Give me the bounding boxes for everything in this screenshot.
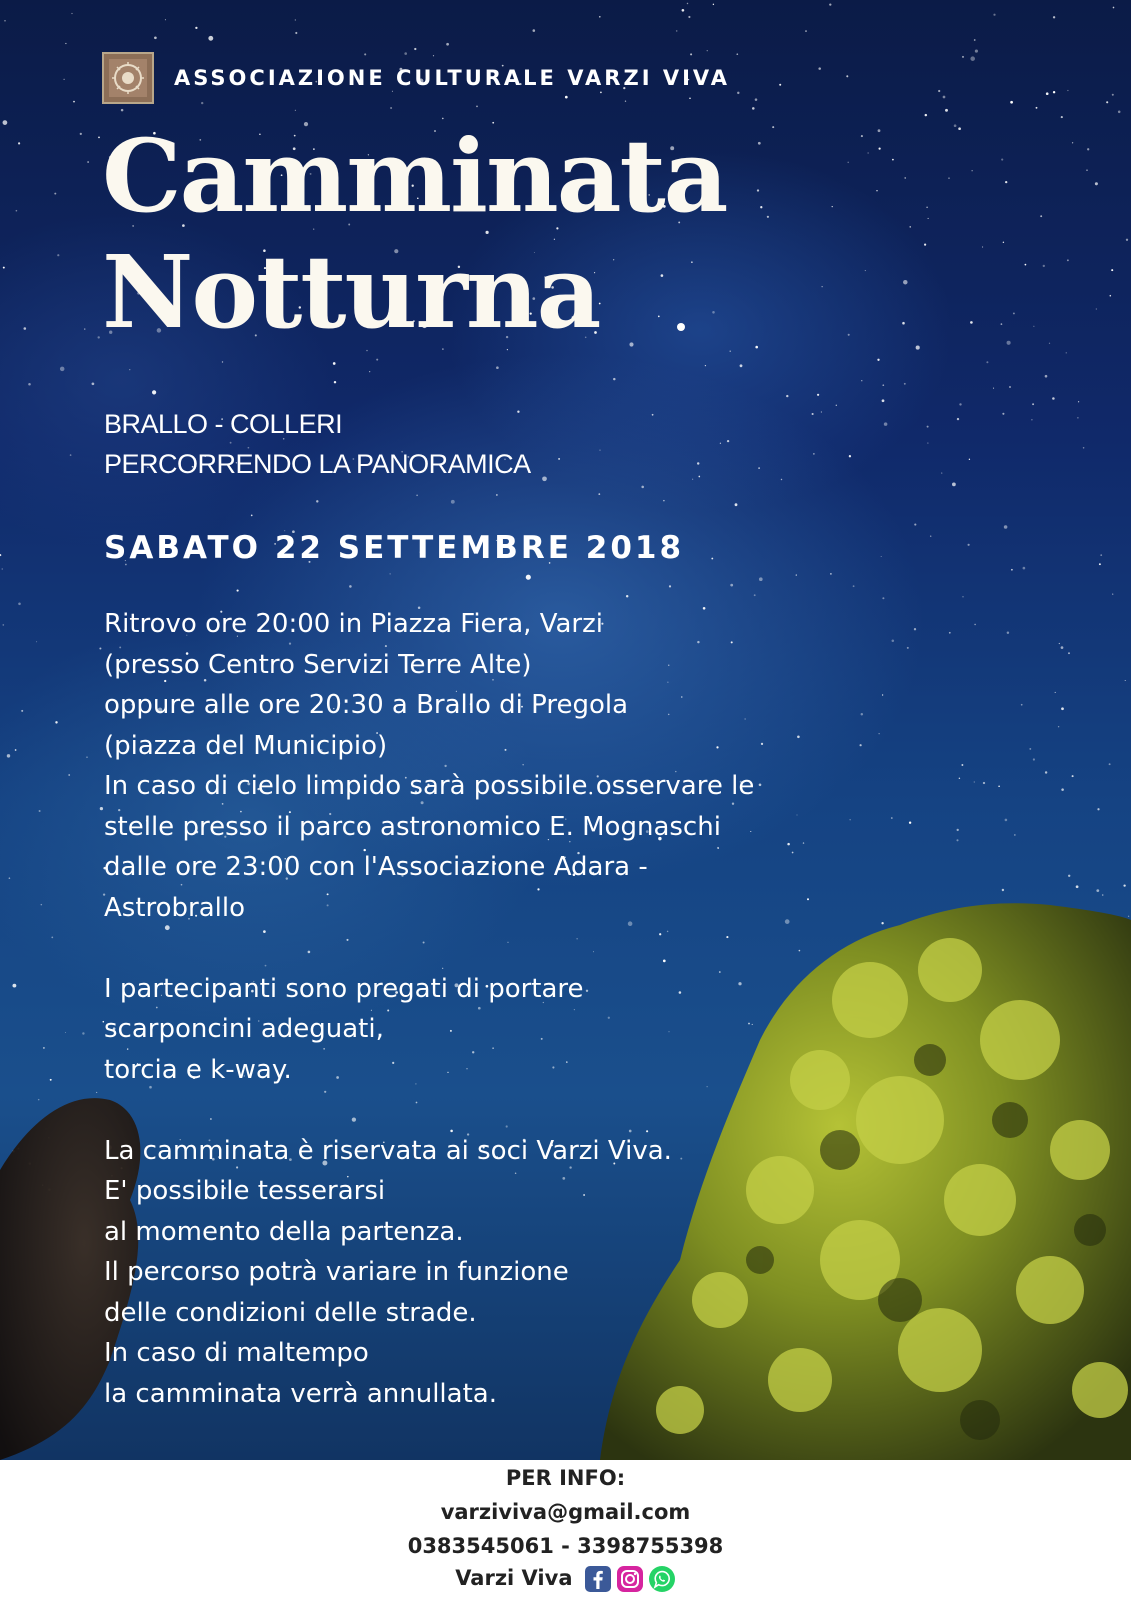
instagram-icon[interactable] xyxy=(616,1565,644,1593)
social-row xyxy=(0,1565,1131,1593)
notes-line: Il percorso potrà variare in funzione xyxy=(104,1257,569,1287)
association-logo xyxy=(102,52,154,104)
facebook-icon[interactable] xyxy=(584,1565,612,1593)
contact-footer xyxy=(0,1460,1131,1600)
notes-line: la camminata verrà annullata. xyxy=(104,1378,497,1409)
contact-email[interactable]: varziviva@gmail.com xyxy=(440,1500,691,1524)
title-line-2: Notturna xyxy=(102,233,600,351)
equipment-line: scarponcini adeguati, xyxy=(104,1014,384,1044)
notes-line: delle condizioni delle strade. xyxy=(104,1297,477,1328)
paragraph-gap xyxy=(104,1090,754,1131)
meeting-line: In caso di cielo limpido sarà possibile osservare le xyxy=(104,771,755,801)
event-date: SABATO 22 SETTEMBRE 2018 xyxy=(104,530,685,566)
meeting-line: Ritrovo ore 20:00 in Piazza Fiera, Varzi xyxy=(104,609,603,639)
contact-phones: 0383545061 - 3398755398 xyxy=(407,1534,724,1558)
title-line-1: Camminata xyxy=(102,117,727,235)
event-title xyxy=(102,118,726,350)
notes-line: E' possibile tesserarsi xyxy=(104,1176,386,1206)
equipment-line: torcia e k-way. xyxy=(104,1054,292,1085)
meeting-line: dalle ore 23:00 con l'Associazione Adara - xyxy=(104,852,648,882)
header xyxy=(102,50,730,106)
association-name: ASSOCIAZIONE CULTURALE VARZI VIVA xyxy=(174,66,730,90)
subtitle-line-1: BRALLO - COLLERI xyxy=(104,409,343,439)
route-subtitle xyxy=(104,404,531,484)
subtitle-line-2: PERCORRENDO LA PANORAMICA xyxy=(104,449,531,479)
meeting-line: oppure alle ore 20:30 a Brallo di Pregola xyxy=(104,690,629,720)
event-details xyxy=(104,604,754,1414)
notes-line: al momento della partenza. xyxy=(104,1216,464,1247)
meeting-line: Astrobrallo xyxy=(104,892,246,923)
whatsapp-icon[interactable] xyxy=(648,1565,676,1593)
equipment-line: I partecipanti sono pregati di portare xyxy=(104,973,584,1004)
notes-line: La camminata è riservata ai soci Varzi Viva. xyxy=(104,1135,672,1166)
meeting-line: stelle presso il parco astronomico E. Mognaschi xyxy=(104,811,721,842)
social-icons xyxy=(580,1565,676,1593)
paragraph-gap xyxy=(104,928,754,969)
meeting-line: (piazza del Municipio) xyxy=(104,730,388,761)
info-label: PER INFO: xyxy=(505,1466,626,1490)
social-name: Varzi Viva xyxy=(455,1566,573,1590)
notes-line: In caso di maltempo xyxy=(104,1338,369,1368)
meeting-line: (presso Centro Servizi Terre Alte) xyxy=(104,649,532,680)
